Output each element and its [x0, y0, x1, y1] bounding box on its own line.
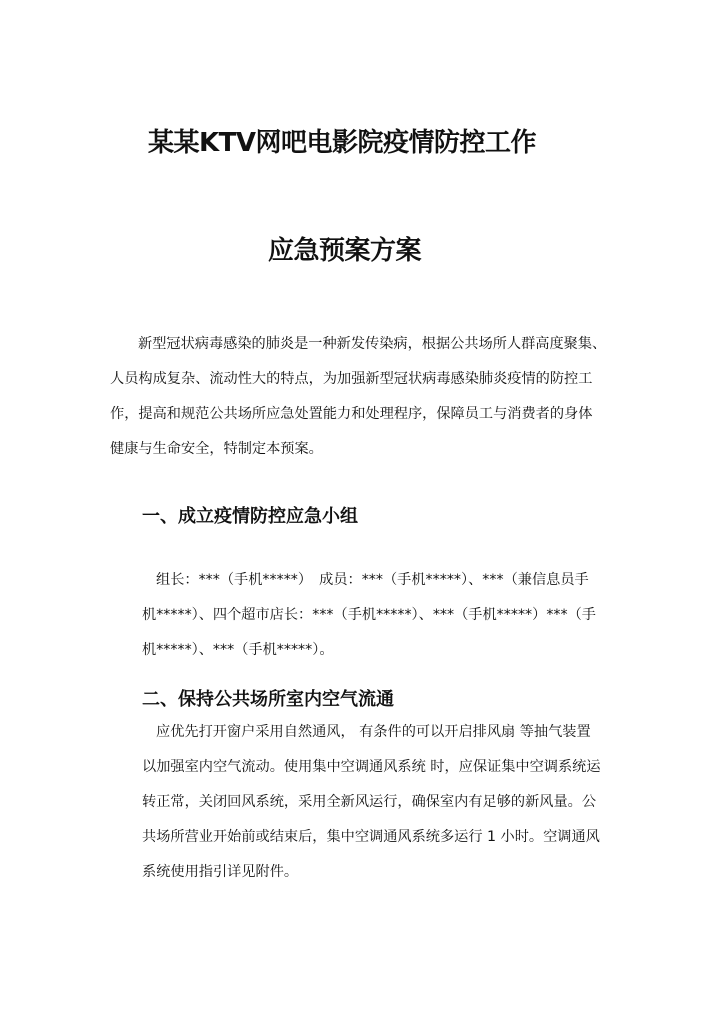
section-2-line: 应优先打开窗户采用自然通风， 有条件的可以开启排风扇 等抽气装置 [156, 724, 591, 740]
section-2-line: 系统使用指引详见附件。 [142, 864, 299, 880]
section-1-line: 机*****）、***（手机*****）。 [142, 642, 334, 658]
intro-paragraph [110, 327, 606, 467]
intro-line: 人员构成复杂、流动性大的特点，为加强新型冠状病毒感染肺炎疫情的防控工 [110, 371, 593, 387]
document-title-line-1: 某某KTV网吧电影院疫情防控工作 [148, 128, 537, 158]
section-1-heading: 一、成立疫情防控应急小组 [142, 506, 358, 527]
intro-line: 健康与生命安全，特制定本预案。 [110, 441, 323, 457]
intro-line: 新型冠状病毒感染的肺炎是一种新发传染病，根据公共场所人群高度聚集、 [138, 336, 607, 352]
section-2-line: 共场所营业开始前或结束后，集中空调通风系统多运行 1 小时。空调通风 [142, 829, 600, 845]
section-1-line: 组长：***（手机*****） 成员：***（手机*****）、***（兼信息员手 [156, 572, 589, 588]
section-1-line: 机*****）、四个超市店长：***（手机*****）、***（手机*****）***（手 [142, 607, 596, 623]
section-2-line: 以加强室内空气流动。使用集中空调通风系统 时，应保证集中空调系统运 [142, 759, 601, 775]
intro-line: 作，提高和规范公共场所应急处置能力和处理程序，保障员工与消费者的身体 [110, 406, 593, 422]
section-2-line: 转正常，关闭回风系统，采用全新风运行，确保室内有足够的新风量。公 [142, 794, 597, 810]
document-title-line-2: 应急预案方案 [268, 236, 422, 266]
section-1-paragraph [142, 563, 596, 668]
section-2-paragraph [142, 715, 601, 890]
section-2-heading: 二、保持公共场所室内空气流通 [142, 689, 394, 710]
